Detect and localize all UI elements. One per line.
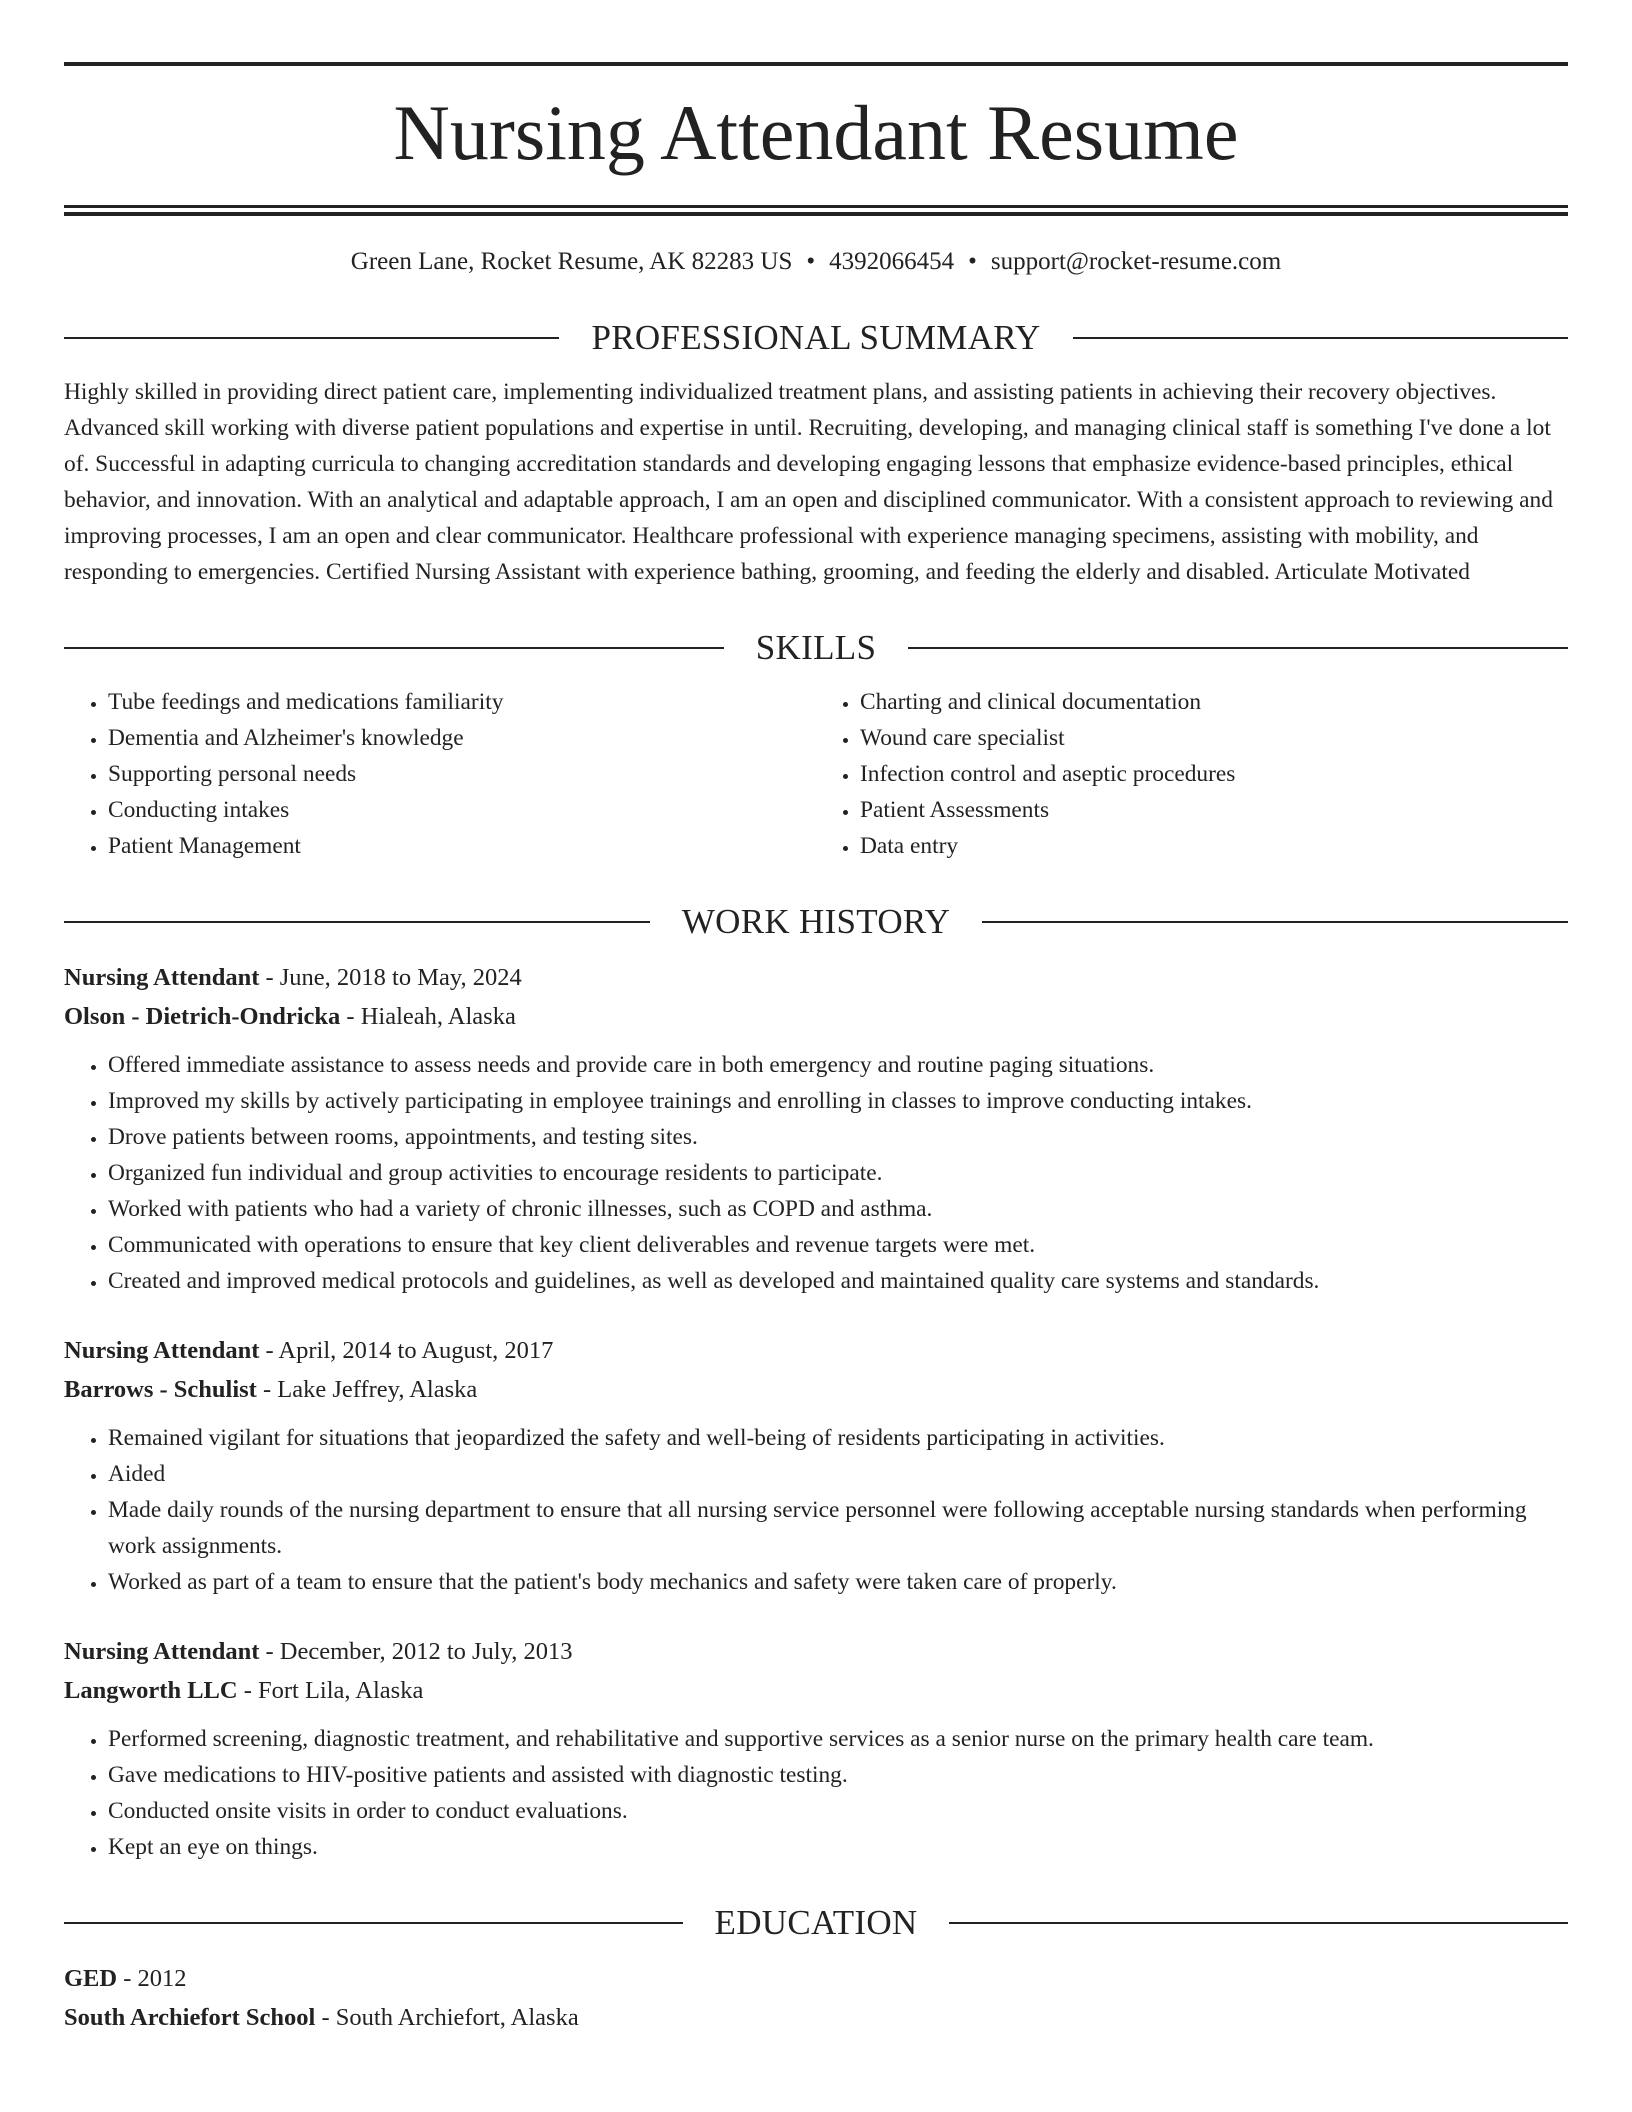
skill-item: • Patient Assessments <box>860 792 1568 828</box>
job-company: Barrows - Schulist <box>64 1376 257 1403</box>
education-location: - South Archiefort, Alaska <box>315 2004 579 2031</box>
job-entry <box>64 958 1568 1299</box>
job-bullets <box>64 1721 1568 1865</box>
summary-text: Highly skilled in providing direct patient care, implementing individualized treatment plans, and assisting patients in achieving their recovery objectives. Advanced skill working with diverse patient populations and expertise in until. Recruiting, developing, and managing clinical staff is something I've done a lot of. Successful in adapting curricula to changing accreditation standards and developing engaging lessons that emphasize evidence-based principles, ethical behavior, and innovation. With an analytical and adaptable approach, I am an open and disciplined communicator. With a consistent approach to reviewing and improving processes, I am an open and clear communicator. Healthcare professional with experience managing specimens, assisting with mobility, and responding to emergencies. Certified Nursing Assistant with experience bathing, grooming, and feeding the elderly and disabled. Articulate Motivated <box>64 379 1553 585</box>
heading-rule <box>982 921 1568 923</box>
job-company: Langworth LLC <box>64 1677 238 1704</box>
job-location: - Hialeah, Alaska <box>340 1003 516 1030</box>
job-title-line <box>64 1632 1568 1671</box>
skill-item: • Supporting personal needs <box>108 756 816 792</box>
top-rule <box>64 62 1568 66</box>
job-bullet: • Performed screening, diagnostic treatment, and rehabilitative and supportive services as a senior nurse on the primary health care team. <box>108 1721 1568 1757</box>
section-heading-work <box>64 900 1568 944</box>
job-dates: - December, 2012 to July, 2013 <box>259 1638 573 1665</box>
heading-rule <box>64 337 559 339</box>
skill-item: • Infection control and aseptic procedures <box>860 756 1568 792</box>
resume-title: Nursing Attendant Resume <box>393 89 1239 176</box>
education-school-line <box>64 1998 1568 2037</box>
job-title: Nursing Attendant <box>64 1638 260 1665</box>
job-bullet: • Worked with patients who had a variety of chronic illnesses, such as COPD and asthma. <box>108 1191 1568 1227</box>
heading-rule <box>64 921 650 923</box>
section-heading-summary <box>64 316 1568 360</box>
contact-separator: • <box>968 248 977 275</box>
job-location: - Lake Jeffrey, Alaska <box>256 1376 478 1403</box>
skill-item: • Charting and clinical documentation <box>860 684 1568 720</box>
job-bullet: • Improved my skills by actively participating in employee trainings and enrolling in classes to improve conducting intakes. <box>108 1083 1568 1119</box>
section-heading-education <box>64 1901 1568 1945</box>
job-bullet: • Worked as part of a team to ensure that the patient's body mechanics and safety were taken care of properly. <box>108 1564 1568 1600</box>
section-heading-skills <box>64 626 1568 670</box>
skill-item: • Wound care specialist <box>860 720 1568 756</box>
job-bullet: • Kept an eye on things. <box>108 1829 1568 1865</box>
job-title: Nursing Attendant <box>64 1337 260 1364</box>
job-bullet: • Gave medications to HIV-positive patients and assisted with diagnostic testing. <box>108 1757 1568 1793</box>
heading-rule <box>1073 337 1568 339</box>
job-bullets <box>64 1420 1568 1600</box>
heading-rule <box>908 647 1568 649</box>
education-school: South Archiefort School <box>64 2004 316 2031</box>
job-entry <box>64 1632 1568 1865</box>
contact-phone: 4392066454 <box>829 248 955 275</box>
job-dates: - April, 2014 to August, 2017 <box>259 1337 554 1364</box>
section-title-education: EDUCATION <box>714 1903 918 1942</box>
heading-rule <box>949 1922 1568 1924</box>
job-bullet: • Made daily rounds of the nursing department to ensure that all nursing service personnel were following acceptable nursing standards when performing work assignments. <box>108 1492 1568 1564</box>
contact-separator: • <box>806 248 816 275</box>
education-year: - 2012 <box>117 1965 187 1992</box>
job-company-line <box>64 1370 1568 1409</box>
heading-rule <box>64 1922 683 1924</box>
job-entry <box>64 1331 1568 1600</box>
job-dates: - June, 2018 to May, 2024 <box>259 964 522 991</box>
section-title-skills: SKILLS <box>755 628 877 667</box>
job-bullet: • Organized fun individual and group activities to encourage residents to participate. <box>108 1155 1568 1191</box>
skill-item: • Conducting intakes <box>108 792 816 828</box>
job-company-line <box>64 997 1568 1036</box>
section-title-work: WORK HISTORY <box>681 902 951 941</box>
contact-line <box>64 244 1568 280</box>
skill-item: • Dementia and Alzheimer's knowledge <box>108 720 816 756</box>
skill-item: • Data entry <box>860 828 1568 864</box>
contact-address: Green Lane, Rocket Resume, AK 82283 US <box>350 248 793 275</box>
job-company-line <box>64 1671 1568 1710</box>
skills-column-left <box>64 684 816 864</box>
education-degree-line <box>64 1959 1568 1998</box>
education-degree: GED <box>64 1965 118 1992</box>
job-bullet: • Aided <box>108 1456 1568 1492</box>
job-bullet: • Drove patients between rooms, appointments, and testing sites. <box>108 1119 1568 1155</box>
job-title-line <box>64 958 1568 997</box>
job-bullet: • Communicated with operations to ensure that key client deliverables and revenue targets were met. <box>108 1227 1568 1263</box>
job-location: - Fort Lila, Alaska <box>237 1677 424 1704</box>
heading-rule <box>64 647 724 649</box>
section-title-summary: PROFESSIONAL SUMMARY <box>591 318 1041 357</box>
job-bullet: • Remained vigilant for situations that jeopardized the safety and well-being of residents participating in activities. <box>108 1420 1568 1456</box>
skills-column-right <box>816 684 1568 864</box>
job-company: Olson - Dietrich-Ondricka <box>64 1003 341 1030</box>
skill-item: • Tube feedings and medications familiarity <box>108 684 816 720</box>
job-bullet: • Created and improved medical protocols and guidelines, as well as developed and maintained quality care systems and standards. <box>108 1263 1568 1299</box>
job-title: Nursing Attendant <box>64 964 260 991</box>
job-bullet: • Conducted onsite visits in order to conduct evaluations. <box>108 1793 1568 1829</box>
skill-item: • Patient Management <box>108 828 816 864</box>
contact-email[interactable]: support@rocket-resume.com <box>990 248 1282 275</box>
job-title-line <box>64 1331 1568 1370</box>
title-double-rule <box>64 205 1568 216</box>
job-bullets <box>64 1047 1568 1299</box>
job-bullet: • Offered immediate assistance to assess needs and provide care in both emergency and routine paging situations. <box>108 1047 1568 1083</box>
skills-list <box>64 684 1568 864</box>
